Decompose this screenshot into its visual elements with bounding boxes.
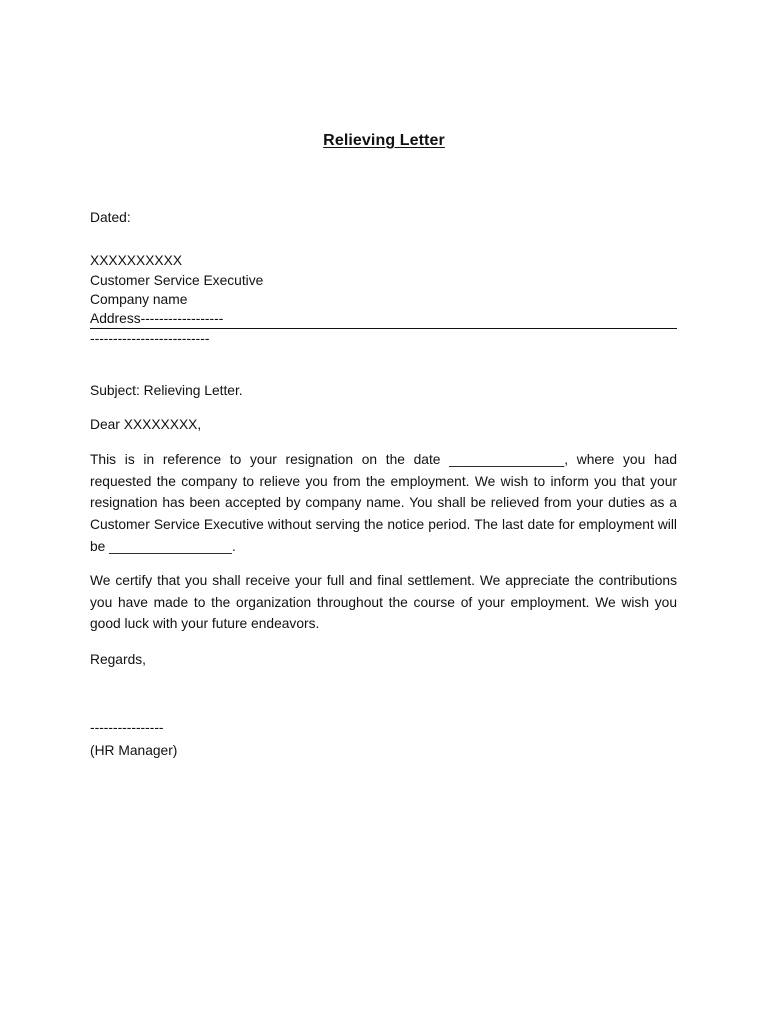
recipient-name: XXXXXXXXXX [90, 253, 183, 268]
letter-salutation: Dear XXXXXXXX, [90, 417, 202, 432]
letter-title: Relieving Letter [323, 132, 445, 149]
body-paragraph-1: This is in reference to your resignation on the date _______________, where you had requested the company to relieve you from the employment. We wish to inform you that your resignation has been accepted by company name. You shall be relieved from your duties as a Customer Service Executive without serving the notice period. The last date for employment will be ________________. [90, 452, 677, 554]
recipient-address-continuation: -------------------------- [90, 331, 210, 346]
recipient-address: Address------------------ [90, 311, 224, 326]
recipient-designation: Customer Service Executive [90, 273, 264, 288]
letter-closing: Regards, [90, 652, 146, 667]
signature-line: ---------------- [90, 720, 164, 735]
body-paragraph-2: We certify that you shall receive your full and final settlement. We appreciate the contributions you have made to the organization throughout the course of your employment. We wish you good luck with your future endeavors. [90, 573, 677, 632]
signatory-title: (HR Manager) [90, 743, 178, 758]
dated-label: Dated: [90, 210, 131, 225]
letter-subject: Subject: Relieving Letter. [90, 383, 243, 398]
recipient-company: Company name [90, 292, 188, 307]
